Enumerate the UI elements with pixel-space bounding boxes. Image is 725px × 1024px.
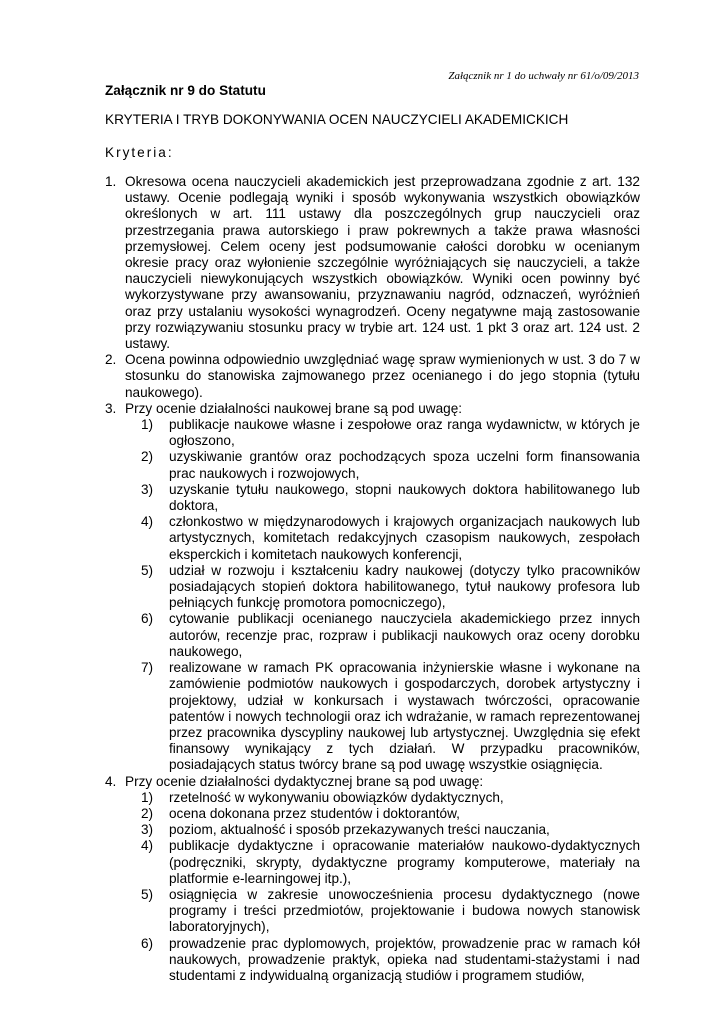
sub-item-text: realizowane w ramach PK opracowania inżynierskie własne i wykonane na zamówienie podmiotów naukowych i gospodarczych, dorobek artystyczny i projektowy, udział w konkursach i wystawach twórczości, opracowanie patentów i nowych technologii oraz ich wdrażanie, w ramach reprezentowanej przez pracownika dyscypliny naukowej lub artystycznej. Uwzględnia się efekt finansowy wynikający z tych działań. W przypadku pracowników, posiadających status twórcy brane są pod uwagę wszystkie osiągnięcia. (169, 660, 640, 773)
item-number: 3. (105, 400, 117, 416)
sub-item (105, 660, 640, 773)
sub-item-text: publikacje naukowe własne i zespołowe oraz ranga wydawnictw, w których je ogłoszono, (169, 417, 640, 449)
sub-item-number: 1) (141, 417, 154, 433)
item-text: Przy ocenie działalności dydaktycznej brane są pod uwagę: (125, 773, 484, 789)
sub-item-text: cytowanie publikacji ocenianego nauczyciela akademickiego przez innych autorów, recenzje prac, rozpraw i publikacji naukowych oraz oceny dorobku naukowego, (169, 611, 640, 659)
sub-item (105, 936, 640, 985)
sub-item-number: 2) (141, 805, 154, 821)
item-text: Okresowa ocena nauczycieli akademickich jest przeprowadzana zgodnie z art. 132 ustawy. Ocenie podlegają wyniki i sposób wykonywania wszystkich obowiązków określonych w art. 111 ustawy dla poszczególnych grup nauczycieli oraz przestrzegania prawa autorskiego i praw pokrewnych a także prawa własności przemysłowej. Celem oceny jest podsumowanie całości dorobku w ocenianym okresie pracy oraz wyłonienie szczególnie wyróżniających się nauczycieli, a także nauczycieli niewykonujących wszystkich obowiązków. Wyniki ocen powinny być wykorzystywane przy awansowaniu, przyznawaniu nagród, odznaczeń, wyróżnień oraz przy ustalaniu wysokości wynagrodzeń. Oceny negatywne mają zastosowanie przy rozwiązywaniu stosunku pracy w trybie art. 124 ust. 1 pkt 3 oraz art. 124 ust. 2 ustawy. (125, 174, 640, 352)
sub-item-text: prowadzenie prac dyplomowych, projektów, prowadzenie prac w ramach kół naukowych, prowadzenie praktyk, opieka nad studentami-stażystami i nad studentami z indywidualną organizacją studiów i programem studiów, (169, 935, 640, 983)
item-number: 4. (105, 773, 117, 789)
sub-item-number: 6) (141, 611, 154, 627)
sub-item-text: uzyskanie tytułu naukowego, stopni naukowych doktora habilitowanego lub doktora, (169, 481, 640, 514)
sub-item (105, 611, 640, 660)
annex-title: Załącznik nr 9 do Statutu (105, 83, 266, 98)
sub-item-number: 7) (141, 660, 154, 676)
sub-item (105, 790, 640, 806)
sub-item-text: osiągnięcia w zakresie unowocześnienia procesu dydaktycznego (nowe programy i treści przedmiotów, projektowanie i budowa nowych stanowisk laboratoryjnych), (169, 886, 640, 935)
sub-item (105, 822, 640, 838)
list-item (105, 401, 640, 417)
sub-item-number: 2) (141, 449, 154, 465)
sub-item (105, 838, 640, 887)
item-number: 1. (105, 174, 117, 189)
sub-item-number: 5) (141, 886, 154, 902)
sub-item (105, 482, 640, 514)
sub-item-text: ocena dokonana przez studentów i doktorantów, (169, 805, 460, 821)
section-heading: Kryteria: (105, 145, 174, 160)
sub-item-text: publikacje dydaktyczne i opracowanie materiałów naukowo-dydaktycznych (podręczniki, skrypty, dydaktyczne programy komputerowe, materiały na platformie e-learningowej itp.), (169, 838, 640, 886)
item-number: 2. (105, 352, 117, 368)
list-item (105, 174, 640, 352)
sub-item-text: uzyskiwanie grantów oraz pochodzących spoza uczelni form finansowania prac naukowych i rozwojowych, (169, 449, 640, 481)
sub-item-number: 6) (141, 935, 154, 951)
item-text: Ocena powinna odpowiednio uwzględniać wagę spraw wymienionych w ust. 3 do 7 w stosunku do stanowiska zajmowanego przez ocenianego i do jego stopnia (tytułu naukowego). (125, 352, 640, 400)
sub-item (105, 449, 640, 481)
list-item (105, 774, 640, 790)
item-text: Przy ocenie działalności naukowej brane są pod uwagę: (125, 400, 463, 416)
sub-item (105, 417, 640, 449)
sub-item-number: 5) (141, 562, 154, 578)
sub-item-number: 4) (141, 838, 154, 854)
sub-item (105, 887, 640, 936)
list-item (105, 352, 640, 401)
sub-item-number: 3) (141, 822, 154, 838)
sub-item-text: poziom, aktualność i sposób przekazywanych treści nauczania, (169, 822, 550, 838)
sub-item-text: udział w rozwoju i kształceniu kadry naukowej (dotyczy tylko pracowników posiadających stopień doktora habilitowanego, tytuł naukowy profesora lub pełniących funkcję promotora pomocniczego), (169, 562, 640, 611)
sub-item (105, 806, 640, 822)
sub-item (105, 563, 640, 612)
sub-item-text: członkostwo w międzynarodowych i krajowych organizacjach naukowych lub artystycznych, komitetach redakcyjnych czasopism naukowych, zespołach eksperckich i komitetach naukowych konferencji, (169, 514, 640, 562)
criteria-list (105, 174, 640, 984)
sub-item-number: 3) (141, 481, 154, 497)
document-heading: KRYTERIA I TRYB DOKONYWANIA OCEN NAUCZYCIELI AKADEMICKICH (105, 112, 569, 127)
resolution-reference: Załącznik nr 1 do uchwały nr 61/o/09/2013 (448, 70, 639, 82)
sub-item-number: 1) (141, 789, 154, 805)
sub-item-text: rzetelność w wykonywaniu obowiązków dydaktycznych, (169, 789, 504, 805)
sub-item-number: 4) (141, 514, 154, 530)
sub-item (105, 514, 640, 563)
